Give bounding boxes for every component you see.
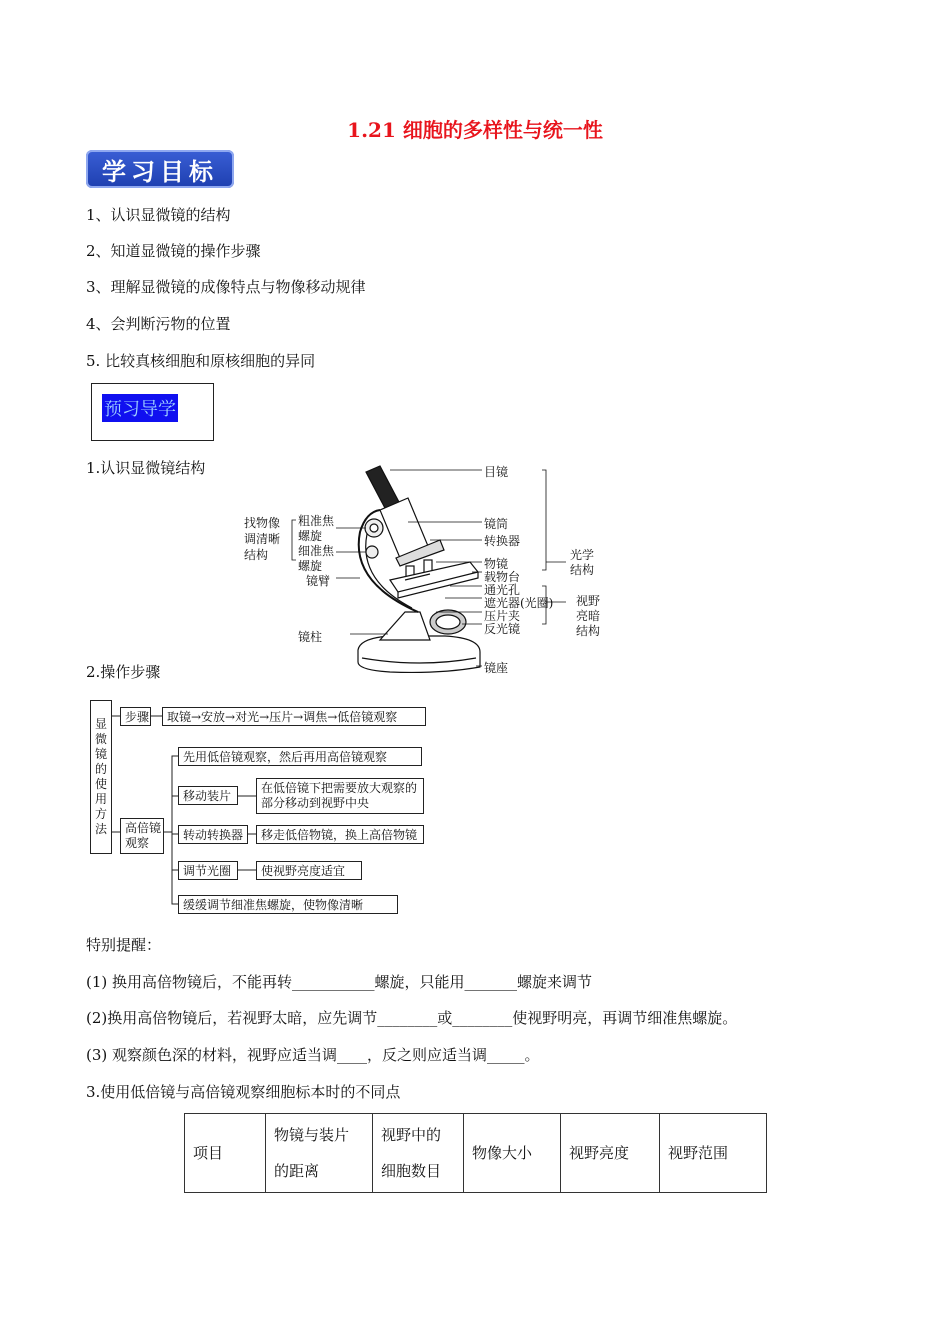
- microscope-label: 遮光器(光圈): [484, 596, 554, 610]
- section-heading: 2.操作步骤: [86, 663, 161, 681]
- flow-root: 显 微 镜 的 使 用 方 法: [90, 700, 112, 854]
- flow-detail: 移走低倍物镜，换上高倍物镜: [256, 825, 424, 844]
- microscope-label: 调清晰: [244, 532, 281, 546]
- microscope-illustration: [240, 462, 620, 680]
- learning-goals-badge: 学习目标: [86, 150, 234, 188]
- table-row: [185, 1114, 767, 1193]
- microscope-label: 细准焦: [298, 544, 335, 558]
- usage-flowchart: [90, 700, 435, 922]
- goal-item: 4、会判断污物的位置: [86, 315, 231, 333]
- microscope-label: 找物像: [244, 516, 281, 530]
- goal-item: 3、理解显微镜的成像特点与物像移动规律: [86, 278, 366, 296]
- microscope-label: 镜筒: [484, 517, 509, 531]
- reminder-item: (3) 观察颜色深的材料，视野应适当调____，反之则应适当调_____。: [86, 1046, 540, 1064]
- section-heading: 1.认识显微镜结构: [86, 459, 206, 477]
- microscope-label: 视野: [576, 594, 601, 608]
- microscope-label: 压片夹: [484, 609, 521, 623]
- flow-item: 调节光圈: [178, 861, 238, 880]
- microscope-label: 通光孔: [484, 583, 521, 597]
- microscope-label: 光学: [570, 548, 595, 562]
- microscope-label: 结构: [570, 563, 595, 577]
- flow-detail: 在低倍镜下把需要放大观察的 部分移动到视野中央: [256, 778, 424, 814]
- table-header-cell: 物镜与装片 的距离: [266, 1114, 373, 1193]
- microscope-label: 粗准焦: [298, 514, 335, 528]
- flow-item: 先用低倍镜观察，然后再用高倍镜观察: [178, 747, 422, 766]
- section-heading: 3.使用低倍镜与高倍镜观察细胞标本时的不同点: [86, 1083, 401, 1101]
- microscope-label: 结构: [576, 624, 601, 638]
- goal-item: 1、认识显微镜的结构: [86, 206, 231, 224]
- page-title: 1.21 细胞的多样性与统一性: [347, 118, 603, 142]
- flow-item: 缓缓调节细准焦螺旋，使物像清晰: [178, 895, 398, 914]
- flow-steps: 取镜→安放→对光→压片→调焦→低倍镜观察: [162, 707, 426, 726]
- goal-item: 2、知道显微镜的操作步骤: [86, 242, 261, 260]
- flow-steps-label: 步骤: [120, 707, 151, 726]
- comparison-table: [184, 1113, 767, 1193]
- microscope-label: 物镜: [484, 557, 509, 571]
- flow-detail: 使视野亮度适宜: [256, 861, 362, 880]
- flow-item: 转动转换器: [178, 825, 248, 844]
- microscope-label: 转换器: [484, 534, 521, 548]
- microscope-label: 镜臂: [306, 574, 331, 588]
- table-header-cell: 视野亮度: [561, 1114, 660, 1193]
- table-header-cell: 视野范围: [660, 1114, 767, 1193]
- microscope-label: 镜座: [484, 661, 509, 675]
- goal-item: 5. 比较真核细胞和原核细胞的异同: [86, 352, 316, 370]
- microscope-label: 螺旋: [298, 529, 323, 543]
- microscope-label: 结构: [244, 548, 269, 562]
- preview-badge: 预习导学: [102, 394, 178, 422]
- microscope-label: 目镜: [484, 465, 509, 479]
- microscope-label: 镜柱: [298, 630, 323, 644]
- table-header-cell: 项目: [185, 1114, 266, 1193]
- flow-item: 移动装片: [178, 786, 238, 805]
- microscope-label: 反光镜: [484, 622, 521, 636]
- table-header-cell: 视野中的 细胞数目: [373, 1114, 464, 1193]
- flow-high-label: 高倍镜 观察: [120, 818, 164, 854]
- microscope-label: 亮暗: [576, 609, 601, 623]
- table-header-cell: 物像大小: [464, 1114, 561, 1193]
- microscope-diagram: [240, 462, 620, 680]
- reminder-title: 特别提醒：: [86, 936, 162, 954]
- reminder-item: (2)换用高倍物镜后，若视野太暗，应先调节________或________使视野明亮，再调节细准焦螺旋。: [86, 1009, 738, 1027]
- microscope-label: 螺旋: [298, 559, 323, 573]
- microscope-label: 载物台: [484, 570, 521, 584]
- reminder-item: (1) 换用高倍物镜后，不能再转___________螺旋，只能用_______螺旋来调节: [86, 973, 593, 991]
